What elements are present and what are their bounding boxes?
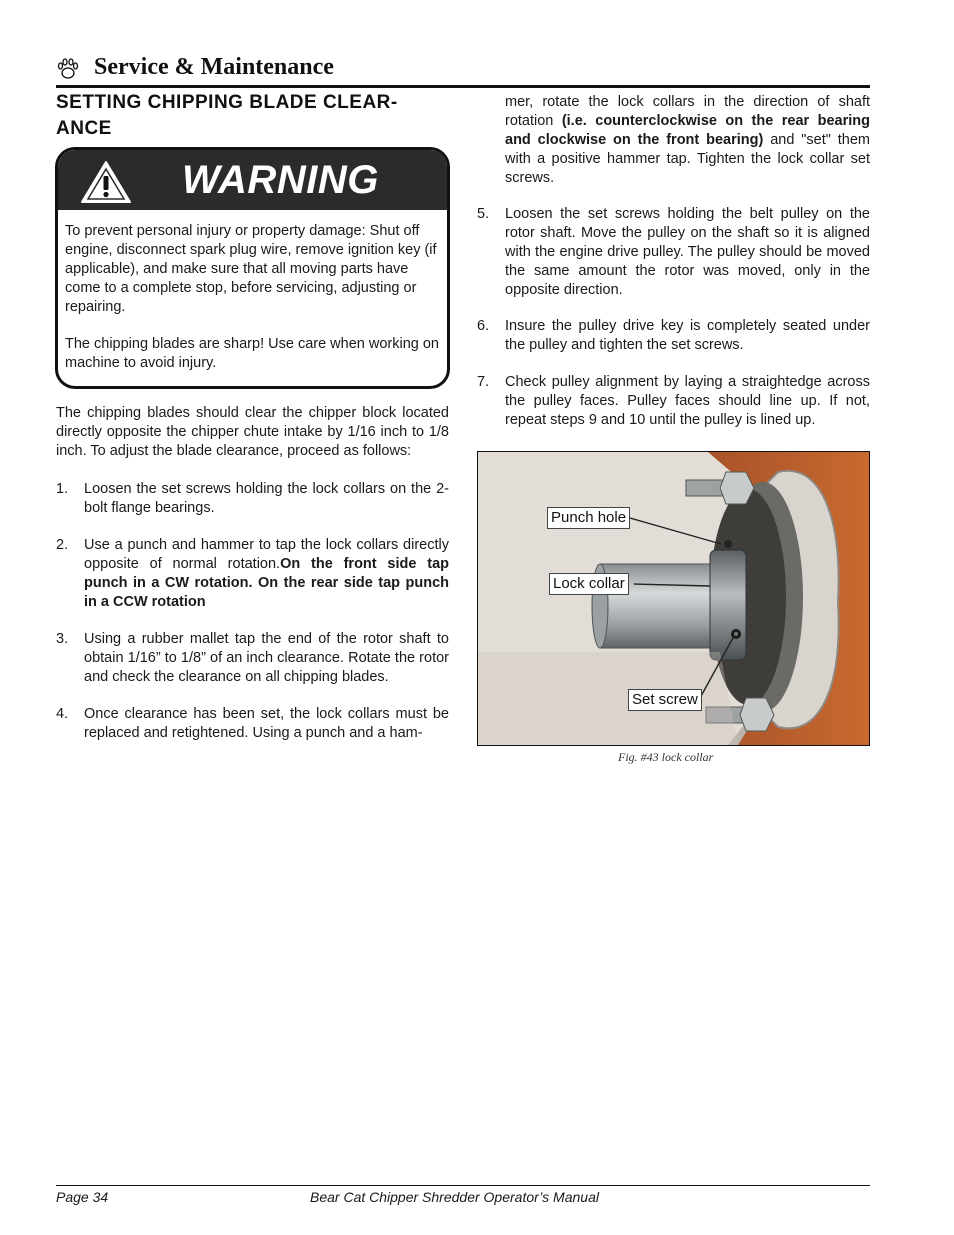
list-item [56, 630, 449, 688]
header-divider [56, 85, 870, 88]
step-number: 2. [56, 537, 69, 553]
manual-title: Bear Cat Chipper Shredder Operator’s Manual [310, 1189, 599, 1205]
step-number: 3. [56, 631, 69, 647]
step-text: Loosen the set screws holding the lock collars on the 2-bolt flange bearings. [84, 481, 449, 516]
list-item [56, 705, 449, 745]
list-item [56, 536, 449, 614]
list-item [477, 205, 870, 301]
step-number: 1. [56, 481, 69, 497]
warning-paragraph: The chipping blades are sharp! Use care when working on machine to avoid injury. [65, 336, 439, 371]
continuation-paragraph [505, 93, 870, 188]
section-header-title: Service & Maintenance [94, 54, 334, 80]
intro-paragraph: The chipping blades should clear the chipper block located directly opposite the chipper chute intake by 1/16 inch to 1/8 inch. To adjust the blade clearance, proceed as follows: [56, 405, 449, 459]
list-item [477, 317, 870, 357]
step-text-regular: Use a punch and hammer to tap the lock collars directly opposite of normal rotation. [84, 537, 449, 572]
step-number: 4. [56, 706, 69, 722]
step-number: 6. [477, 318, 490, 334]
continuation-text: mer, rotate the lock collars in the direction of shaft rotation [505, 94, 870, 129]
page-title [56, 90, 451, 142]
warning-text [65, 222, 443, 389]
warning-paragraph: To prevent personal injury or property damage: Shut off engine, disconnect spark plug wire, remove ignition key (if applicable), and make sure that all moving parts have come to a complete stop, before servicing, adjusting or repairing. [65, 223, 437, 315]
step-number: 7. [477, 374, 490, 390]
warning-label: WARNING [182, 158, 379, 202]
footer-divider [56, 1185, 870, 1186]
list-item [56, 480, 449, 520]
warning-banner [58, 150, 447, 210]
page-title-line2: ANCE [56, 118, 112, 139]
step-text: Loosen the set screws holding the belt pulley on the rotor shaft. Move the pulley on the shaft so it is aligned with the engine drive pulley. The pulley should be moved the same amount the rotor was moved, only in the opposite direction. [505, 206, 870, 298]
paw-print-icon [56, 56, 80, 80]
set-screw-callout: Set screw [628, 689, 702, 711]
page-header [56, 52, 870, 86]
page-number: Page 34 [56, 1189, 109, 1205]
step-number: 5. [477, 206, 490, 222]
figure-caption: Fig. #43 lock collar [618, 750, 714, 764]
lock-collar-photo [477, 451, 870, 746]
lock-collar-callout: Lock collar [549, 573, 629, 595]
step-text [84, 536, 449, 612]
step-text: Check pulley alignment by laying a straightedge across the pulley faces. Pulley faces should line up. If not, repeat steps 9 and 10 until the pulley is lined up. [505, 374, 870, 428]
warning-box [55, 147, 450, 389]
continuation-text: and "set" them with a positive hammer tap. Tighten the lock collar set screws. [505, 132, 870, 186]
punch-hole-callout: Punch hole [547, 507, 630, 529]
exclamation-triangle-icon [80, 160, 132, 204]
page-title-line1: SETTING CHIPPING BLADE CLEAR- [56, 92, 398, 113]
step-text-bold: On the front side tap punch in a CW rotation. On the rear side tap punch in a CCW rotation [84, 556, 449, 610]
list-item [477, 373, 870, 431]
continuation-bold: (i.e. counterclockwise on the rear bearing and clockwise on the front bearing) [505, 113, 870, 148]
step-text: Using a rubber mallet tap the end of the rotor shaft to obtain 1/16” to 1/8” of an inch clearance. Rotate the rotor and check the clearance on all chipping blades. [84, 631, 449, 685]
step-text: Insure the pulley drive key is completely seated under the pulley and tighten the set screws. [505, 318, 870, 353]
step-text: Once clearance has been set, the lock collars must be replaced and retightened. Using a punch and a ham- [84, 706, 449, 741]
